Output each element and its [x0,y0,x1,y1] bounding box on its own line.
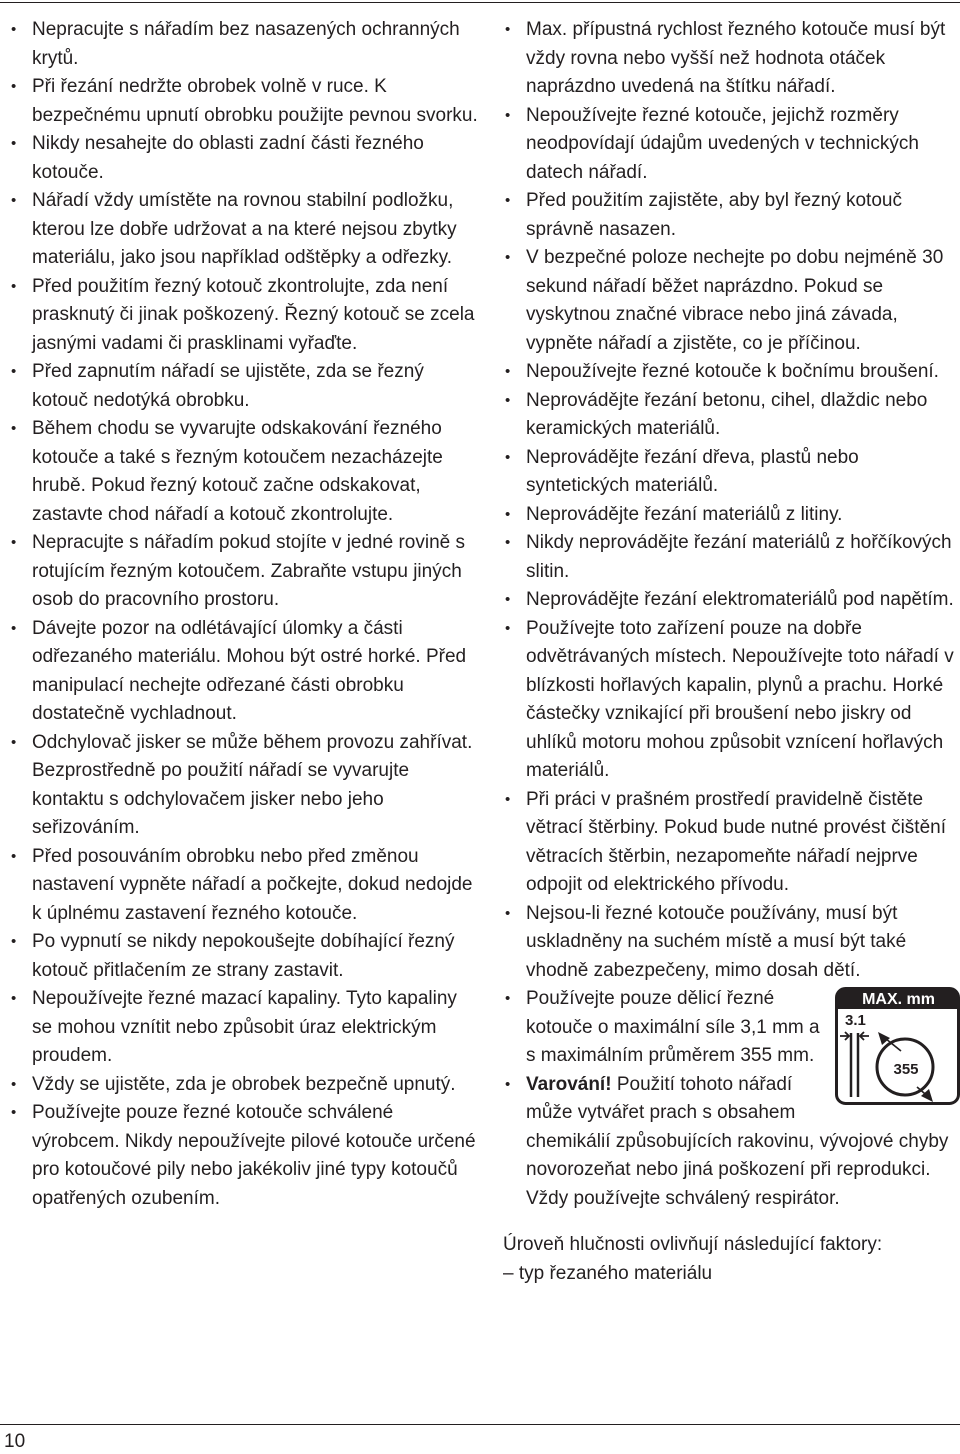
list-item: • Nepoužívejte řezné kotouče, jejichž rozměry neodpovídají údajům uvedených v technických datech nářadí. [503,102,960,188]
list-item: • Používejte pouze řezné kotouče schválené výrobcem. Nikdy nepoužívejte pilové kotouče určené pro kotoučové pily nebo jakékoliv jiné typy kotoučů opatřených ozubením. [9,1099,479,1213]
list-item: • Před posouváním obrobku nebo před změnou nastavení vypněte nářadí a počkejte, dokud nedojde k úplnému zastavení řezného kotouče. [9,843,479,929]
list-item: • Neprovádějte řezání materiálů z litiny. [503,501,960,530]
list-item: • Nepracujte s nářadím pokud stojíte v jedné rovině s rotujícím řezným kotoučem. Zabraňte vstupu jiných osob do pracovního prostoru. [9,529,479,615]
noise-intro: Úroveň hlučnosti ovlivňují následující faktory: [503,1234,883,1255]
list-item: • Neprovádějte řezání dřeva, plastů nebo syntetických materiálů. [503,444,960,501]
list-item: • Při řezání nedržte obrobek volně v ruce. K bezpečnému upnutí obrobku použijte pevnou svorku. [9,73,479,130]
list-item: • Neprovádějte řezání betonu, cihel, dlaždic nebo keramických materiálů. [503,387,960,444]
list-item: • Před zapnutím nářadí se ujistěte, zda se řezný kotouč nedotýká obrobku. [9,358,479,415]
list-item: • Používejte toto zařízení pouze na dobře odvětrávaných místech. Nepoužívejte toto nářadí v blízkosti hořlavých kapalin, plynů a prachu. Horké částečky vznikající při broušení nebo jiskry od uhlíků motoru mohou způsobit vznícení hořlavých materiálů. [503,615,960,786]
list-item: • Před použitím řezný kotouč zkontrolujte, zda není prasknutý či jinak poškozený. Řezný kotouč se zcela jasnými vadami či prasklinami vyřaďte. [9,273,479,359]
right-column [503,16,960,1288]
list-item: • Během chodu se vyvarujte odskakování řezného kotouče a také s řezným kotoučem nezacházejte hrubě. Pokud řezný kotouč začne odskakovat, zastavte chod nářadí a kotouč zkontrolujte. [9,415,479,529]
list-item: • Nepoužívejte řezné kotouče k bočnímu broušení. [503,358,960,387]
list-item: • V bezpečné poloze nechejte po dobu nejméně 30 sekund nářadí běžet naprázdno. Pokud se vyskytnou značné vibrace nebo jiná závada, vypněte nářadí a zjistěte, co je příčinou. [503,244,960,358]
list-item: • Nikdy nesahejte do oblasti zadní části řezného kotouče. [9,130,479,187]
list-item: • Nepracujte s nářadím bez nasazených ochranných krytů. [9,16,479,73]
list-item: • Při práci v prašném prostředí pravidelně čistěte větrací štěrbiny. Pokud bude nutné provést čištění větracích štěrbin, nezapomeňte nářadí nejprve odpojit od elektrického přívodu. [503,786,960,900]
list-item: • Před použitím zajistěte, aby byl řezný kotouč správně nasazen. [503,187,960,244]
list-item: • Nářadí vždy umístěte na rovnou stabilní podložku, kterou lze dobře udržovat a na které nejsou zbytky materiálu, jako jsou například odštěpky a odřezky. [9,187,479,273]
page-number: 10 [4,1431,26,1452]
left-column [9,16,479,1213]
diagram-diameter-label: 355 [893,1061,919,1078]
disc-spec-text: Používejte pouze dělicí řezné kotouče o maximální síle 3,1 mm a s maximálním průměrem 355 mm. [526,988,820,1066]
list-item: • Max. přípustná rychlost řezného kotouče musí být vždy rovna nebo vyšší než hodnota otáček naprázdno uvedená na štítku nářadí. [503,16,960,102]
left-bullet-list [9,16,479,1213]
disc-spec-item [503,985,960,1078]
diagram-title: • MAX. mm [862,991,935,1008]
bottom-rule [0,1424,960,1425]
right-bullet-list [503,16,960,1213]
noise-factor-item: – typ řezaného materiálu [503,1262,713,1284]
list-item: • Nikdy neprovádějte řezání materiálů z hořčíkových slitin. [503,529,960,586]
list-item: • Vždy se ujistěte, zda je obrobek bezpečně upnutý. [9,1071,479,1100]
diagram-thickness-label: 3.1 [845,1012,866,1029]
list-item: • Dávejte pozor na odlétávající úlomky a části odřezaného materiálu. Mohou být ostré horké. Před manipulací nechejte odřezané části obrobku dostatečně vychladnout. [9,615,479,729]
top-rule [0,2,960,3]
list-item: • Nejsou-li řezné kotouče používány, musí být uskladněny na suchém místě a musí být také vhodně zabezpečeny, mimo dosah dětí. [503,900,960,986]
warning-label: Varování! [526,1073,612,1095]
list-item: • Nepoužívejte řezné mazací kapaliny. Tyto kapaliny se mohou vznítit nebo způsobit úraz elektrickým proudem. [9,985,479,1071]
list-item: • Odchylovač jisker se může během provozu zahřívat. Bezprostředně po použití nářadí se vyvarujte kontaktu s odchylovačem jisker nebo jeho seřizováním. [9,729,479,843]
warning-item [503,1071,960,1214]
warning-text: Použití tohoto nářadí může vytvářet prach s obsahem chemikálií způsobujících rakovinu, vývojové chyby novorozeňat nebo jiná poškození při reprodukci. Vždy používejte schválený respirátor. [526,1073,949,1209]
list-item: • Neprovádějte řezání elektromateriálů pod napětím. [503,586,960,615]
list-item: • Po vypnutí se nikdy nepokoušejte dobíhající řezný kotouč přitlačením ze strany zastavit. [9,928,479,985]
